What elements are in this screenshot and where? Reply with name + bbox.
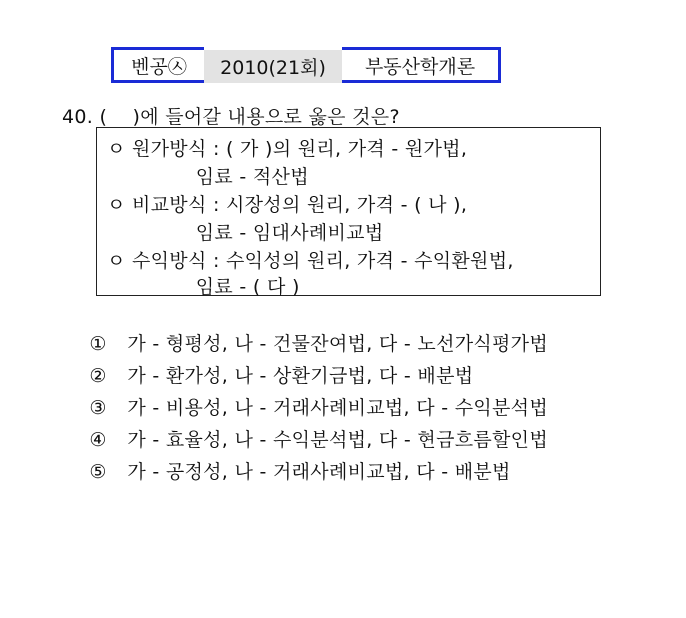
question-stem: 40. ( )에 들어갈 내용으로 옳은 것은? <box>62 106 400 128</box>
choice-3-number: ③ <box>89 397 107 419</box>
choice-2-number: ② <box>89 365 107 387</box>
choice-3-text: 가 - 비용성, 나 - 거래사례비교법, 다 - 수익분석법 <box>127 397 548 419</box>
header-subject: 부동산학개론 <box>364 55 476 78</box>
choice-4-text: 가 - 효율성, 나 - 수익분석법, 다 - 현금흐름할인법 <box>127 429 548 451</box>
choice-5-text: 가 - 공정성, 나 - 거래사례비교법, 다 - 배분법 <box>127 461 511 483</box>
choice-4-number: ④ <box>89 429 107 451</box>
header-year: 2010(21회) <box>204 47 342 83</box>
box-line-compare-2: 임료 - 임대사례비교법 <box>107 222 384 244</box>
box-line-cost-1: ㅇ 원가방식 : ( 가 )의 원리, 가격 - 원가법, <box>107 138 468 160</box>
header-brand: 벤공㉦ <box>131 55 187 78</box>
question-box <box>96 127 601 296</box>
choice-5[interactable] <box>64 435 511 506</box>
box-line-compare-1: ㅇ 비교방식 : 시장성의 원리, 가격 - ( 나 ), <box>107 194 468 216</box>
choice-5-number: ⑤ <box>89 461 107 483</box>
choice-1-text: 가 - 형평성, 나 - 건물잔여법, 다 - 노선가식평가법 <box>127 333 548 355</box>
choice-2-text: 가 - 환가성, 나 - 상환기금법, 다 - 배분법 <box>127 365 474 387</box>
box-line-cost-2: 임료 - 적산법 <box>107 166 309 188</box>
box-line-income-2: 임료 - ( 다 ) <box>107 276 300 298</box>
box-line-income-1: ㅇ 수익방식 : 수익성의 원리, 가격 - 수익환원법, <box>107 250 514 272</box>
exam-header <box>111 47 501 83</box>
choice-1-number: ① <box>89 333 107 355</box>
